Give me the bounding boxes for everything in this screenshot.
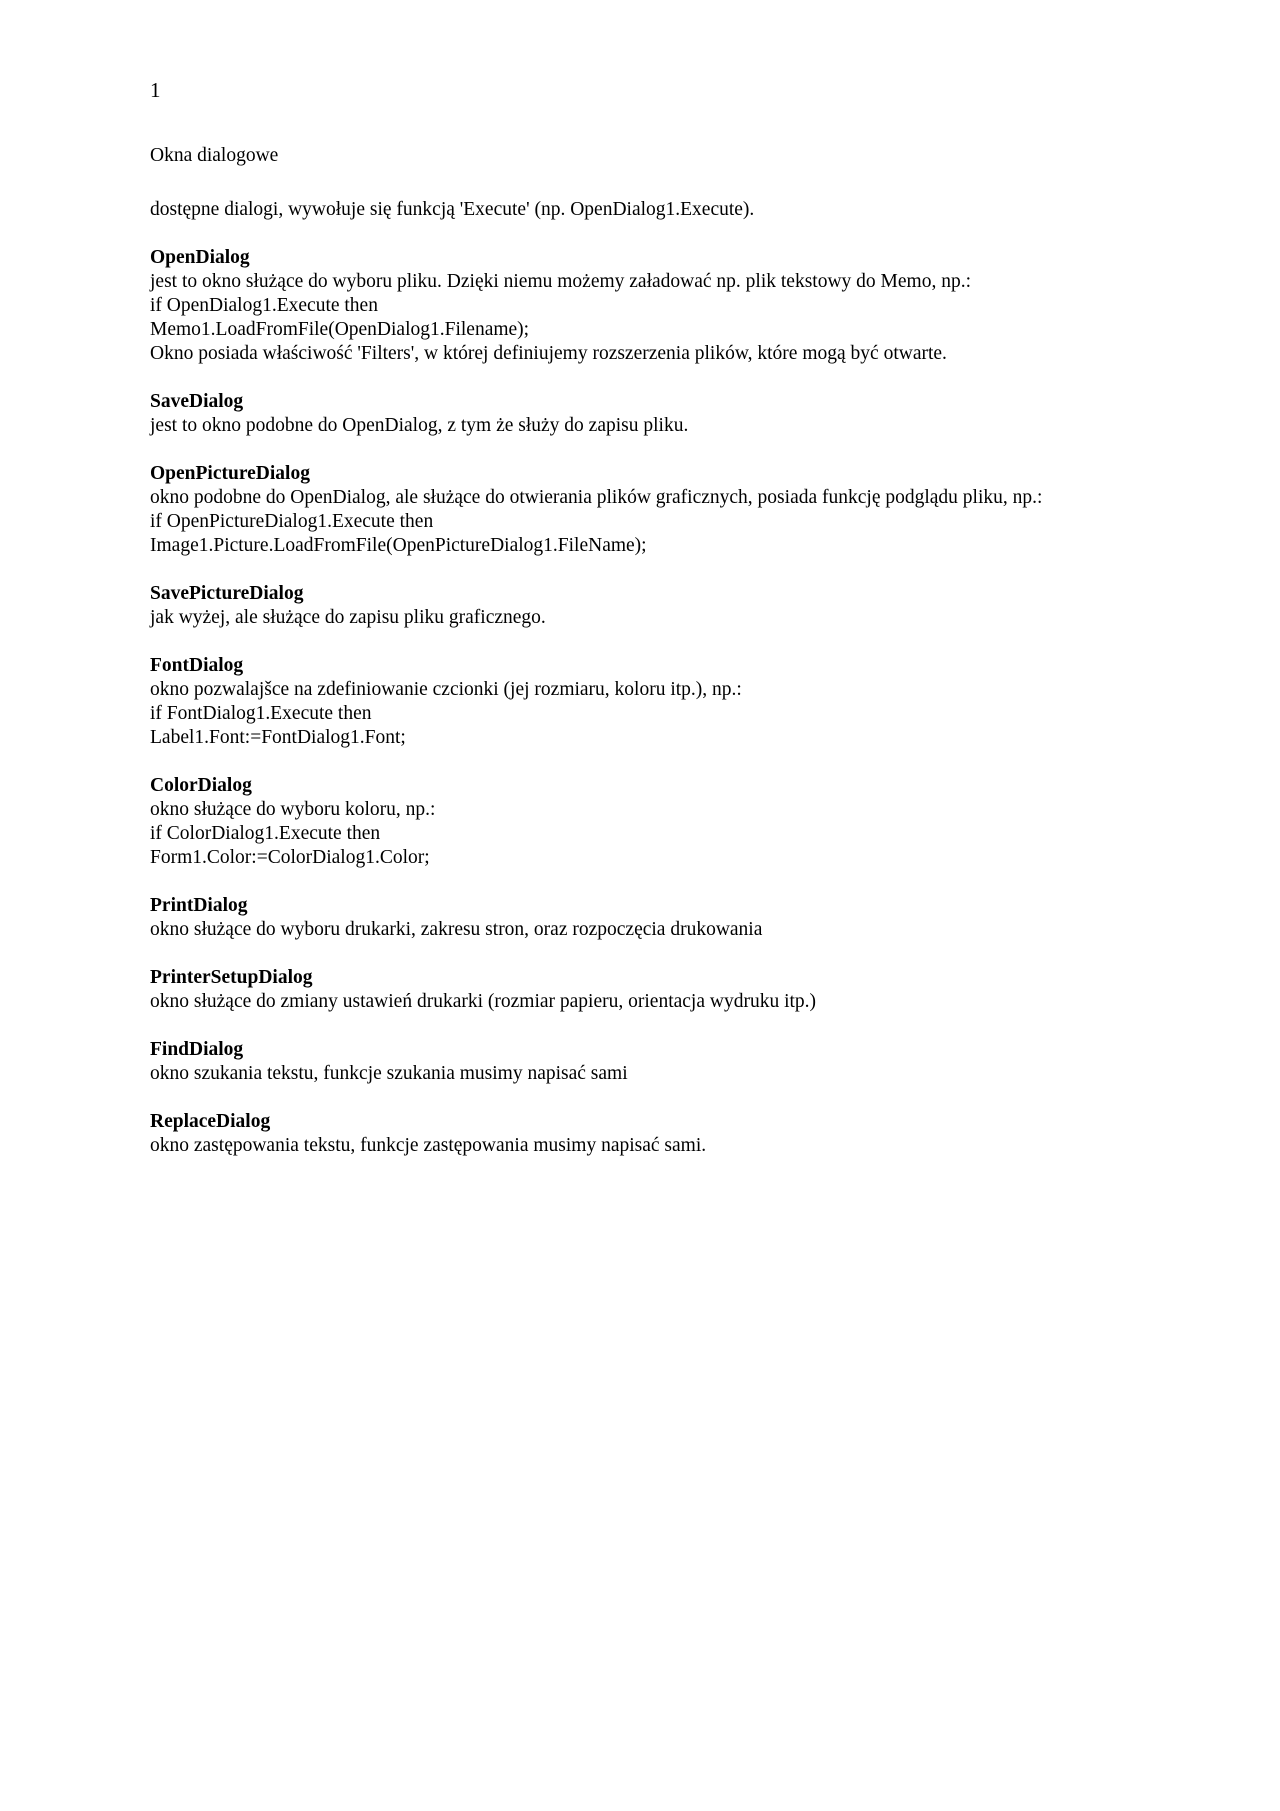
section-heading: FontDialog [150, 655, 244, 676]
section-heading: PrintDialog [150, 895, 248, 916]
section-font-dialog [150, 654, 1140, 750]
section-line: jest to okno służące do wyboru pliku. Dzięki niemu możemy załadować np. plik tekstowy do Memo, np.: [150, 271, 971, 292]
section-heading: FindDialog [150, 1039, 244, 1060]
section-line: okno służące do wyboru koloru, np.: [150, 799, 436, 820]
section-open-picture-dialog [150, 462, 1140, 558]
section-heading: SavePictureDialog [150, 583, 304, 604]
document-page [150, 78, 1140, 1182]
code-line: Image1.Picture.LoadFromFile(OpenPictureDialog1.FileName); [150, 535, 647, 556]
section-heading: ColorDialog [150, 775, 252, 796]
section-line: Okno posiada właściwość 'Filters', w której definiujemy rozszerzenia plików, które mogą być otwarte. [150, 343, 947, 364]
section-find-dialog [150, 1038, 1140, 1086]
code-line: if ColorDialog1.Execute then [150, 823, 381, 844]
section-open-dialog [150, 246, 1140, 366]
page-title: Okna dialogowe [150, 145, 279, 166]
code-line: Form1.Color:=ColorDialog1.Color; [150, 847, 430, 868]
section-line: okno służące do zmiany ustawień drukarki (rozmiar papieru, orientacja wydruku itp.) [150, 991, 817, 1012]
section-print-dialog [150, 894, 1140, 942]
code-line: Label1.Font:=FontDialog1.Font; [150, 727, 406, 748]
section-save-dialog [150, 390, 1140, 438]
section-heading: ReplaceDialog [150, 1111, 271, 1132]
section-printer-setup-dialog [150, 966, 1140, 1014]
section-heading: OpenDialog [150, 247, 250, 268]
section-line: okno pozwalajšce na zdefiniowanie czcionki (jej rozmiaru, koloru itp.), np.: [150, 679, 742, 700]
section-heading: SaveDialog [150, 391, 244, 412]
section-line: jest to okno podobne do OpenDialog, z tym że służy do zapisu pliku. [150, 415, 689, 436]
section-color-dialog [150, 774, 1140, 870]
section-line: okno służące do wyboru drukarki, zakresu stron, oraz rozpoczęcia drukowania [150, 919, 763, 940]
page-number: 1 [150, 78, 161, 102]
section-save-picture-dialog [150, 582, 1140, 630]
section-line: okno podobne do OpenDialog, ale służące do otwierania plików graficznych, posiada funkcję podglądu pliku, np.: [150, 487, 1043, 508]
section-line: jak wyżej, ale służące do zapisu pliku graficznego. [150, 607, 546, 628]
section-replace-dialog [150, 1110, 1140, 1158]
section-line: okno szukania tekstu, funkcje szukania musimy napisać sami [150, 1063, 628, 1084]
code-line: if OpenPictureDialog1.Execute then [150, 511, 434, 532]
section-line: okno zastępowania tekstu, funkcje zastępowania musimy napisać sami. [150, 1135, 707, 1156]
intro-paragraph: dostępne dialogi, wywołuje się funkcją 'Execute' (np. OpenDialog1.Execute). [150, 199, 755, 220]
code-line: if FontDialog1.Execute then [150, 703, 372, 724]
code-line: Memo1.LoadFromFile(OpenDialog1.Filename); [150, 319, 530, 340]
section-heading: PrinterSetupDialog [150, 967, 313, 988]
code-line: if OpenDialog1.Execute then [150, 295, 378, 316]
section-heading: OpenPictureDialog [150, 463, 310, 484]
